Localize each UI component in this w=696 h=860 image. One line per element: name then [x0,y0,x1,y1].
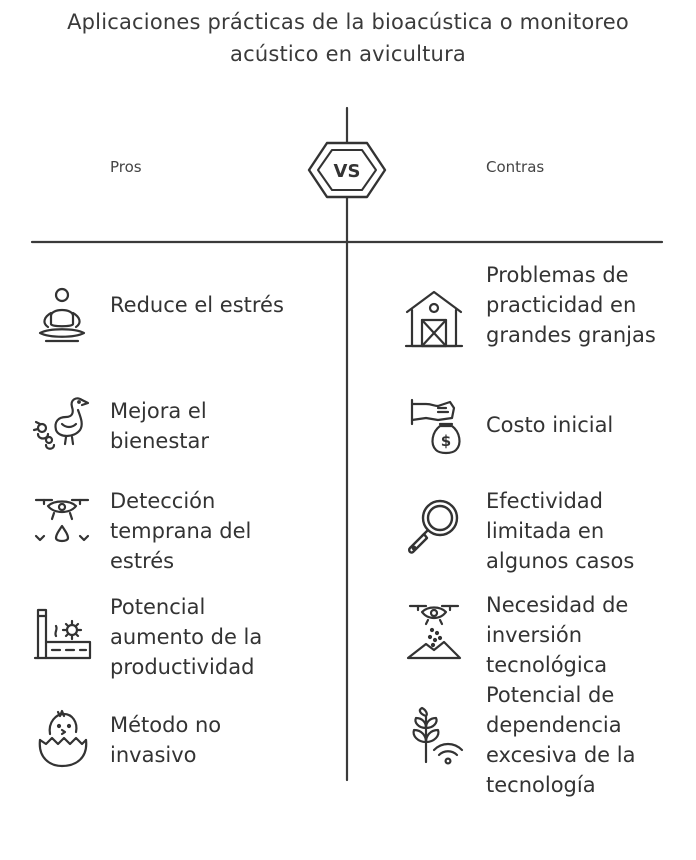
con-item-3: Efectividad limitada en algunos casos [486,489,635,573]
pro-item-3: Detección temprana del estrés [110,489,252,573]
plant-wifi-icon [404,706,464,766]
hatching-chick-icon [32,708,92,768]
factory-icon [32,602,92,662]
vs-badge [309,143,385,197]
pro-item-4: Potencial aumento de la productividad [110,595,263,679]
pro-item-1: Reduce el estrés [110,293,284,317]
drone-spray-icon [404,600,464,660]
goose-icon [32,392,92,452]
pro-item-5: Método no invasivo [110,713,222,767]
con-item-2: Costo inicial [486,413,614,437]
con-item-1: Problemas de practicidad en grandes granjas [486,263,656,347]
svg-text:$: $ [440,432,452,450]
con-item-4: Necesidad de inversión tecnológica [486,593,629,677]
pro-item-2: Mejora el bienestar [110,399,209,453]
drone-drop-icon [32,492,92,552]
cons-header: Contras [486,158,545,176]
money-bag-icon [404,396,464,456]
con-item-5: Potencial de dependencia excesiva de la tecnología [486,683,636,797]
pros-header: Pros [110,158,142,176]
vs-label: VS [333,161,361,182]
magnifier-icon [404,496,464,556]
title-line-2: acústico en avicultura [230,42,466,66]
meditation-icon [32,286,92,346]
title-line-1: Aplicaciones prácticas de la bioacústica o monitoreo [67,10,629,34]
barn-icon [404,288,464,348]
